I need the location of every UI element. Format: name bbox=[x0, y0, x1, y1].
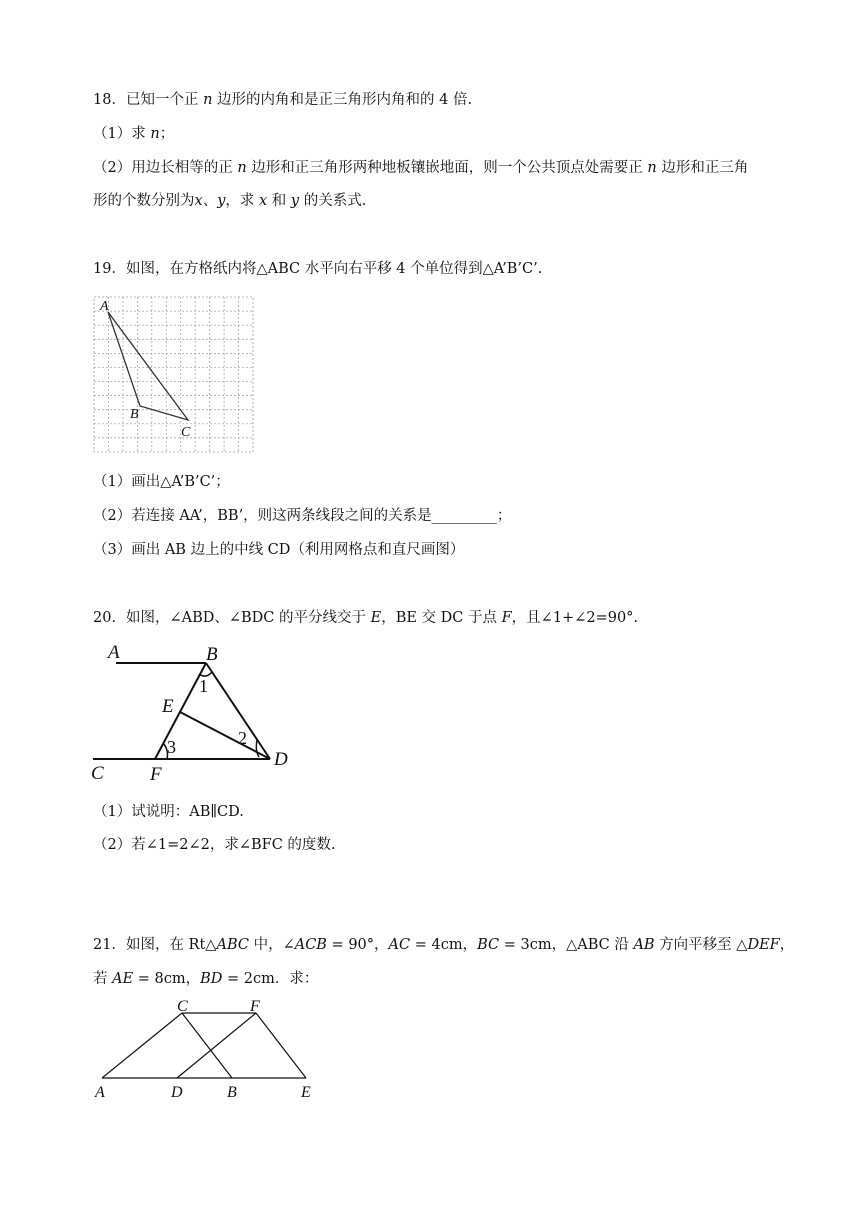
label-c: C bbox=[177, 998, 188, 1015]
angle3-label: 3 bbox=[167, 737, 176, 757]
q20-stem: 20．如图，∠ABD、∠BDC 的平分线交于 E，BE 交 DC 于点 F，且∠1+∠2=90°. bbox=[93, 610, 639, 626]
label-a: A bbox=[108, 642, 120, 663]
angle1-label: 1 bbox=[199, 676, 208, 696]
line-fe bbox=[256, 1013, 306, 1078]
q19-stem: 19．如图，在方格纸内将△ABC 水平向右平移 4 个单位得到△A’B’C’. bbox=[93, 261, 543, 277]
q18-part1: （1）求 n； bbox=[93, 126, 175, 142]
label-d: D bbox=[171, 1084, 183, 1101]
label-a: A bbox=[95, 1084, 105, 1101]
label-c: C bbox=[181, 425, 191, 440]
label-f: F bbox=[250, 998, 260, 1015]
label-c: C bbox=[91, 763, 104, 784]
q20-figure bbox=[90, 640, 305, 785]
label-e: E bbox=[162, 696, 174, 717]
q20-part1: （1）试说明：AB∥CD. bbox=[93, 804, 244, 820]
label-e: E bbox=[301, 1084, 311, 1101]
grid-border bbox=[94, 297, 253, 452]
label-b: B bbox=[227, 1084, 237, 1101]
q19-part1: （1）画出△A’B’C’； bbox=[93, 474, 230, 490]
label-b: B bbox=[206, 644, 218, 665]
label-f: F bbox=[150, 764, 162, 785]
q18-part2-line1: （2）用边长相等的正 n 边形和正三角形两种地板镶嵌地面，则一个公共顶点处需要正 n 边形和正三角 bbox=[93, 160, 749, 176]
q21-stem-line1: 21．如图，在 Rt△ABC 中，∠ACB = 90°，AC = 4cm，BC = 3cm，△ABC 沿 AB 方向平移至 △DEF， bbox=[93, 937, 795, 953]
q19-part2: （2）若连接 AA’，BB’，则这两条线段之间的关系是_________； bbox=[93, 508, 512, 524]
line-ac bbox=[102, 1013, 182, 1078]
label-b: B bbox=[130, 407, 139, 422]
label-a: A bbox=[100, 299, 109, 314]
q21-stem-line2: 若 AE = 8cm，BD = 2cm．求： bbox=[93, 971, 319, 987]
q20-part2: （2）若∠1=2∠2，求∠BFC 的度数. bbox=[93, 837, 336, 853]
grid-lines bbox=[94, 297, 253, 452]
q19-part3: （3）画出 AB 边上的中线 CD（利用网格点和直尺画图） bbox=[93, 542, 465, 558]
q18-stem: 18．已知一个正 n 边形的内角和是正三角形内角和的 4 倍. bbox=[93, 92, 473, 108]
label-d: D bbox=[274, 749, 288, 770]
q18-part2-line2: 形的个数分别为x、y，求 x 和 y 的关系式. bbox=[93, 193, 367, 209]
q21-figure bbox=[90, 996, 325, 1106]
q19-grid-figure bbox=[93, 296, 255, 454]
triangle-abc bbox=[108, 312, 188, 420]
angle2-label: 2 bbox=[238, 728, 247, 748]
